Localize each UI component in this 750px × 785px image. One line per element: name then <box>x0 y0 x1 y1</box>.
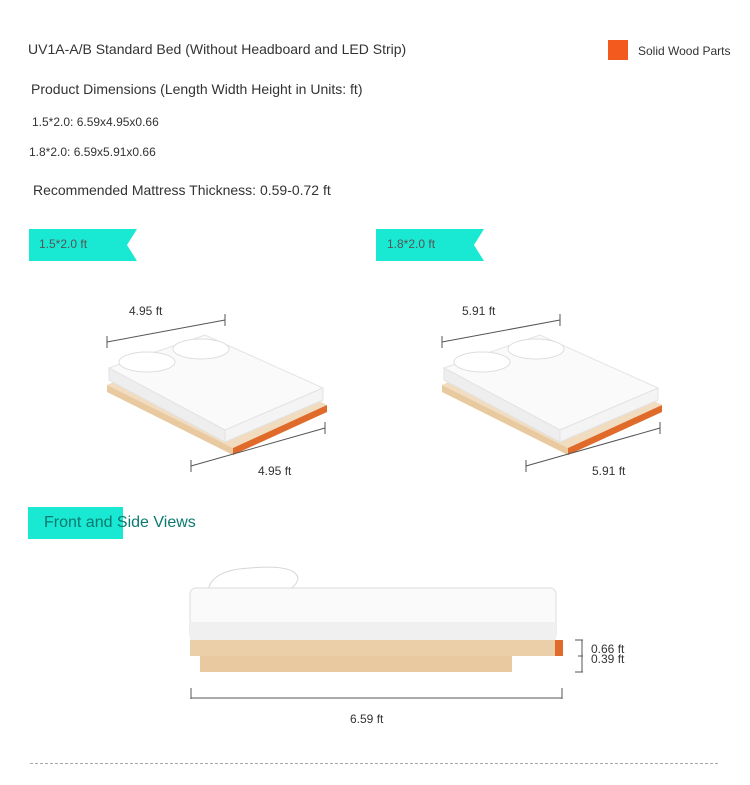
width-label-bottom: 4.95 ft <box>258 464 292 478</box>
mattress-note: Recommended Mattress Thickness: 0.59-0.72 ft <box>33 182 331 198</box>
size-tag-label: 1.5*2.0 ft <box>39 237 88 251</box>
length-label: 6.59 ft <box>350 712 384 726</box>
width-label-bottom: 5.91 ft <box>592 464 626 478</box>
page-title: UV1A-A/B Standard Bed (Without Headboard and LED Strip) <box>28 41 407 57</box>
divider <box>30 763 718 764</box>
dimension-line: 1.8*2.0: 6.59x5.91x0.66 <box>29 145 156 159</box>
front-view-illustration <box>180 560 600 705</box>
size-tag-1 <box>29 229 139 261</box>
dimensions-heading: Product Dimensions (Length Width Height in Units: ft) <box>31 81 363 97</box>
dimension-line: 1.5*2.0: 6.59x4.95x0.66 <box>32 115 159 129</box>
height-label-base: 0.39 ft <box>591 652 625 666</box>
width-label-top: 4.95 ft <box>129 304 163 318</box>
legend-label: Solid Wood Parts <box>638 44 731 58</box>
bed-illustration-1 <box>95 290 345 490</box>
height-label-total: 0.66 ft <box>591 642 625 656</box>
legend-swatch <box>608 40 628 60</box>
section-title: Front and Side Views <box>44 514 196 531</box>
size-tag-label: 1.8*2.0 ft <box>387 237 436 251</box>
bed-illustration-2 <box>430 290 680 490</box>
size-tag-2 <box>376 229 486 261</box>
width-label-top: 5.91 ft <box>462 304 496 318</box>
